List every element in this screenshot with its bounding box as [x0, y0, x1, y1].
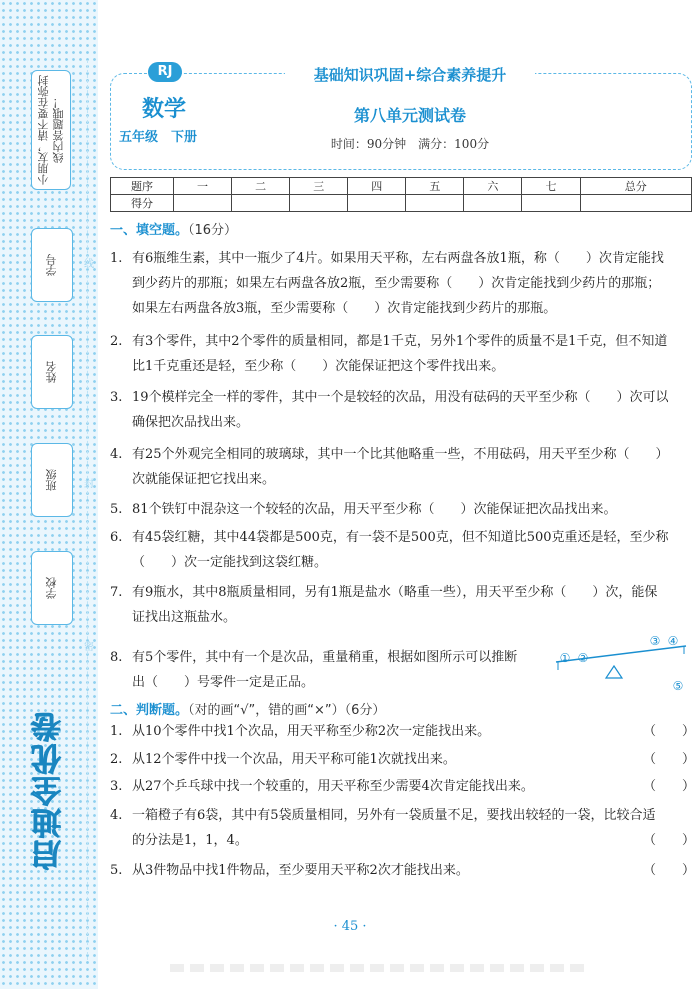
section-heading-true-false: 二、判断题。（对的画“√”，错的画“×”）（6分）	[110, 703, 386, 718]
judgment-item: 1. 从10个零件中找1个次品，用天平称至少称2次一定能找出来。 （ ）	[110, 719, 695, 744]
score-cell[interactable]	[580, 195, 691, 212]
score-cell[interactable]	[406, 195, 464, 212]
question-item: 2. 有3个零件，其中2个零件的质量相同，都是1千克，另外1个零件的质量不是1千克，但不知道 比1千克重还是轻，至少称（ ）次能保证把这个零件找出来。	[110, 334, 668, 374]
score-table-header: 总分	[580, 178, 691, 195]
question-item: 3. 19个模样完全一样的零件，其中一个是较轻的次品，用没有砝码的天平至少称（ ）次可以 确保把次品找出来。	[110, 390, 669, 430]
question-item: 1. 有6瓶维生素，其中一瓶少了4片。如果用天平称，左右两盘各放1瓶，称（ ）次肯定能找 到少药片的那瓶；如果左右两盘各放2瓶，至少需要称（ ）次肯定能找到少药片的那瓶； 如果左右两盘各放3瓶，至少需要称（ ）次肯定能找到少药片的那瓶。	[110, 251, 664, 316]
score-cell[interactable]	[348, 195, 406, 212]
seal-line	[87, 60, 88, 960]
question-item: 7. 有9瓶水，其中8瓶质量相同，另有1瓶是盐水（略重一些），用天平至少称（ ）次，能保 证找出这瓶盐水。	[110, 585, 658, 625]
score-table-header: 六	[464, 178, 522, 195]
seal-mark-line: 线	[84, 259, 94, 270]
score-cell[interactable]	[174, 195, 232, 212]
balance-extra-item: ⑤	[672, 679, 684, 693]
question-item: 5. 81个铁钉中混杂这一个较轻的次品，用天平至少称（ ）次能保证把次品找出来。	[110, 502, 617, 517]
score-table-header: 七	[522, 178, 580, 195]
grade-label: 五年级 下册	[119, 130, 198, 145]
seal-notice: 小朋友，请不要在弥封线内答题哦！	[31, 70, 71, 190]
page-title: 第八单元测试卷	[353, 106, 466, 125]
score-table-header: 一	[174, 178, 232, 195]
score-table-header: 五	[406, 178, 464, 195]
balance-scale-figure	[550, 632, 695, 694]
score-table-header: 四	[348, 178, 406, 195]
score-table-header: 三	[290, 178, 348, 195]
answer-blank[interactable]: （ ）	[642, 863, 695, 878]
footer-faint-text	[170, 964, 590, 972]
score-row-label: 得分	[111, 195, 174, 212]
name-field[interactable]: 姓名	[31, 335, 73, 409]
judgment-item: 5. 从3件物品中找1件物品，至少要用天平称2次才能找出来。 （ ）	[110, 858, 695, 883]
section-heading-fill-in: 一、填空题。（16分）	[110, 223, 238, 238]
seal-mark-secret: 密	[84, 642, 94, 653]
edition-badge: RJ	[148, 62, 182, 82]
score-cell[interactable]	[522, 195, 580, 212]
seal-mark-seal: 封	[84, 479, 94, 490]
series-title: 基础知识巩固+综合素养提升	[285, 64, 535, 85]
score-table-header: 题序	[111, 178, 174, 195]
balance-left-item: ②	[577, 651, 589, 665]
judgment-item: 3. 从27个乒乓球中找一个较重的，用天平称至少需要4次肯定能找出来。 （ ）	[110, 774, 695, 799]
answer-blank[interactable]: （ ）	[642, 752, 695, 767]
balance-right-item: ④	[667, 634, 679, 648]
answer-blank[interactable]: （ ）	[642, 779, 695, 794]
question-item: 4. 有25个外观完全相同的玻璃球，其中一个比其他略重一些，不用砝码，用天平至少称（ ） 次就能保证把它找出来。	[110, 447, 669, 487]
judgment-item: 2. 从12个零件中找一个次品，用天平称可能1次就找出来。 （ ）	[110, 747, 695, 772]
school-field[interactable]: 学校	[31, 551, 73, 625]
class-field[interactable]: 班级	[31, 443, 73, 517]
page-number: · 45 ·	[333, 919, 367, 934]
score-cell[interactable]	[232, 195, 290, 212]
subject-title: 数学	[142, 97, 187, 122]
student-id-field[interactable]: 学号	[31, 228, 73, 302]
question-item: 6. 有45袋红糖，其中44袋都是500克，有一袋不是500克，但不知道比500克重还是轻，至少称 （ ）次一定能找到这袋红糖。	[110, 530, 669, 570]
score-table-header: 二	[232, 178, 290, 195]
balance-left-item: ①	[559, 651, 571, 665]
score-cell[interactable]	[290, 195, 348, 212]
exam-time-info: 时间：90分钟 满分：100分	[330, 137, 490, 151]
score-table	[110, 177, 692, 212]
balance-right-item: ③	[649, 634, 661, 648]
answer-blank[interactable]: （ ）	[642, 833, 695, 848]
brand-logo: 启迪全优卷	[32, 710, 67, 870]
score-cell[interactable]	[464, 195, 522, 212]
judgment-item: 4. 一箱橙子有6袋，其中有5袋质量相同，另外有一袋质量不足，要找出较轻的一袋，比较合适 的分法是1，1，4。 （ ）	[110, 803, 695, 853]
question-item: 8. 有5个零件，其中有一个是次品，重量稍重，根据如图所示可以推断 出（ ）号零件一定是正品。	[110, 650, 518, 690]
answer-blank[interactable]: （ ）	[642, 724, 695, 739]
